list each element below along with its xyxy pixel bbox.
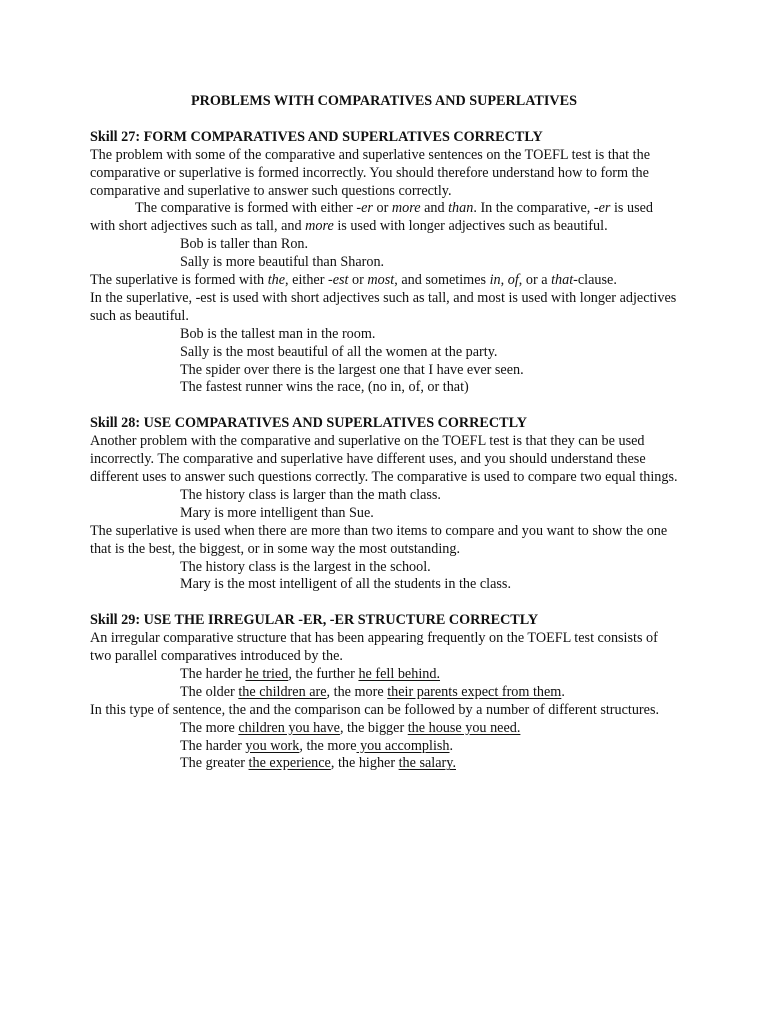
text-run: or — [372, 200, 392, 217]
text-run: -clause. — [573, 272, 617, 289]
text-run-italic: of — [507, 272, 519, 289]
text-run: , the higher — [330, 755, 399, 772]
example-sentence — [90, 720, 678, 738]
example-sentence — [90, 738, 678, 756]
text-run: . — [561, 683, 565, 700]
text-run: The superlative is formed with — [90, 272, 268, 289]
text-run-italic: more — [305, 218, 334, 235]
paragraph-gap — [90, 397, 678, 415]
underlined-run: the children are — [238, 683, 327, 700]
text-run-italic: that — [551, 272, 574, 289]
text-run: , and sometimes — [394, 272, 490, 289]
text-run: . In the comparative, — [473, 200, 594, 217]
skill-28-superlative-rule: The superlative is used when there are more than two items to compare and you want to show the one that is the best, the biggest, or in some way the most outstanding. — [90, 522, 668, 557]
text-run-italic: more — [391, 200, 421, 217]
skill-28-heading: Skill 28: USE COMPARATIVES AND SUPERLATIVES CORRECTLY — [90, 415, 528, 432]
example-sentence: Mary is more intelligent than Sue. — [180, 504, 374, 521]
example-sentence: Sally is the most beautiful of all the women at the party. — [180, 343, 498, 360]
example-sentence — [90, 755, 678, 773]
underlined-run: he tried — [245, 665, 289, 682]
text-run: . — [449, 737, 454, 754]
example-sentence: The fastest runner wins the race, (no in, of, or that) — [180, 379, 469, 396]
underlined-run: children you have — [238, 719, 340, 736]
text-run: is used with longer adjectives such as beautiful. — [333, 218, 608, 235]
example-sentence: Bob is taller than Ron. — [180, 236, 309, 253]
example-sentence: Sally is more beautiful than Sharon. — [180, 254, 385, 271]
text-run-italic: -er — [593, 200, 611, 217]
text-run: , the more — [326, 683, 388, 700]
skill-27-superlative-rule-2: In the superlative, -est is used with short adjectives such as tall, and most is used with longer adjectives such as beautiful. — [90, 289, 677, 324]
underlined-run: the house you need. — [407, 719, 521, 736]
text-run: or — [348, 272, 368, 289]
text-run: The older — [180, 683, 239, 700]
text-run: The harder — [180, 665, 246, 682]
skill-27-comparative-rule — [90, 200, 678, 236]
text-run: The harder — [180, 737, 246, 754]
text-run-italic: -er — [356, 200, 373, 217]
skill-29-heading: Skill 29: USE THE IRREGULAR -ER, -ER STRUCTURE CORRECTLY — [90, 612, 539, 629]
text-run: , — [500, 272, 508, 289]
underlined-run: you work — [245, 737, 300, 754]
text-run: , the further — [288, 665, 359, 682]
text-run: The more — [180, 719, 239, 736]
example-sentence: The history class is the largest in the school. — [180, 558, 431, 575]
text-run: , or a — [518, 272, 552, 289]
text-run: The greater — [180, 755, 249, 772]
text-run-italic: in — [489, 272, 501, 289]
underlined-run: their parents expect from them — [387, 683, 562, 700]
page-title: PROBLEMS WITH COMPARATIVES AND SUPERLATIVES — [190, 93, 577, 109]
skill-27-superlative-rule — [90, 272, 678, 290]
underlined-run: the salary. — [398, 755, 456, 772]
skill-29-intro: An irregular comparative structure that has been appearing frequently on the TOEFL test consists of two parallel comparatives introduced by the. — [90, 630, 658, 665]
skill-27-intro: The problem with some of the comparative and superlative sentences on the TOEFL test is that the comparative or superlative is formed incorrectly. You should therefore understand how to form the comparative and superlative to answer such questions correctly. — [90, 146, 650, 199]
example-sentence — [90, 684, 678, 702]
example-sentence: The history class is larger than the math class. — [180, 486, 441, 503]
underlined-run: the experience — [248, 755, 331, 772]
underlined-run: he fell behind. — [358, 665, 441, 682]
text-run: The comparative is formed with either — [135, 200, 357, 217]
document-content — [90, 93, 678, 773]
text-run-italic: than — [448, 200, 474, 217]
skill-27-heading: Skill 27: FORM COMPARATIVES AND SUPERLATIVES CORRECTLY — [90, 128, 543, 145]
underlined-run: you accomplish — [356, 737, 450, 754]
paragraph-gap — [90, 594, 678, 612]
text-run: , the more — [299, 737, 357, 754]
text-run: , the bigger — [339, 719, 408, 736]
text-run: is used with short adjectives such as tall, and — [90, 200, 653, 235]
skill-28-intro: Another problem with the comparative and superlative on the TOEFL test is that they can be used incorrectly. The comparative and superlative have different uses, and you should understand these different uses to answer such questions correctly. The comparative is used to compare two equal things. — [90, 433, 678, 485]
text-run: and — [420, 200, 449, 217]
example-sentence: Bob is the tallest man in the room. — [180, 325, 376, 342]
text-run: , either — [285, 272, 328, 289]
text-run-italic: most — [367, 272, 395, 289]
example-sentence: The spider over there is the largest one that I have ever seen. — [180, 361, 524, 378]
skill-29-rule: In this type of sentence, the and the comparison can be followed by a number of different structures. — [90, 701, 660, 718]
example-sentence — [90, 666, 678, 684]
example-sentence: Mary is the most intelligent of all the students in the class. — [180, 576, 511, 593]
text-run-italic: -est — [327, 272, 349, 289]
text-run-italic: the — [267, 272, 286, 289]
